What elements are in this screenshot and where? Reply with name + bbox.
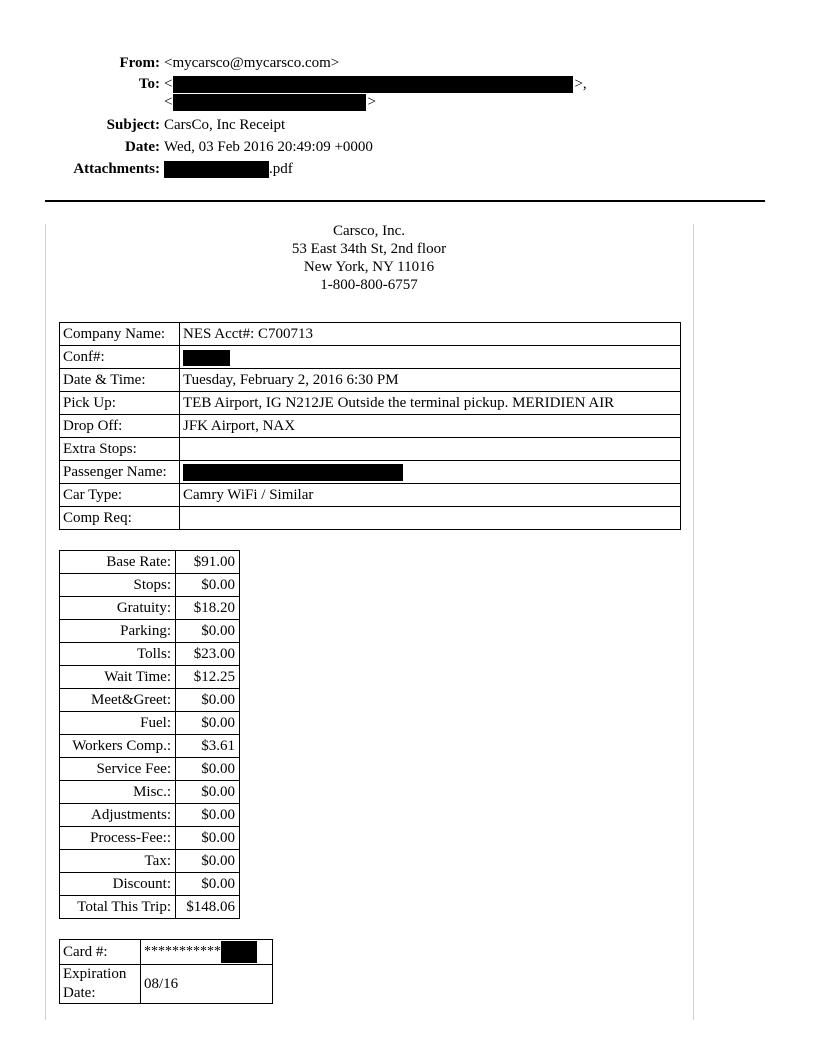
charge-label: Service Fee:	[60, 758, 176, 781]
trip-info-value: NES Acct#: C700713	[180, 323, 681, 346]
charge-label: Misc.:	[60, 781, 176, 804]
trip-info-value	[180, 507, 681, 530]
card-mask: ***********	[144, 944, 221, 960]
charge-label: Tax:	[60, 850, 176, 873]
charge-row	[60, 597, 240, 620]
trip-info-table	[59, 322, 681, 530]
charge-row	[60, 643, 240, 666]
card-number-label: Card #:	[60, 940, 141, 965]
trip-info-label: Car Type:	[60, 484, 180, 507]
charge-amount: $0.00	[176, 781, 240, 804]
trip-info-value: TEB Airport, IG N212JE Outside the terminal pickup. MERIDIEN AIR	[180, 392, 681, 415]
trip-info-value	[180, 346, 681, 369]
trip-info-row	[60, 438, 681, 461]
trip-info-label: Extra Stops:	[60, 438, 180, 461]
trip-info-row	[60, 507, 681, 530]
date-value: Wed, 03 Feb 2016 20:49:09 +0000	[164, 139, 373, 155]
trip-info-row	[60, 323, 681, 346]
charges-table	[59, 550, 240, 919]
redacted-attachment-name	[164, 161, 269, 178]
card-number-value	[141, 940, 273, 965]
charge-label: Base Rate:	[60, 551, 176, 574]
total-row	[60, 896, 240, 919]
expiration-row	[60, 965, 273, 1004]
company-address-line2: New York, NY 11016	[303, 259, 435, 275]
charge-amount: $23.00	[176, 643, 240, 666]
charge-row	[60, 735, 240, 758]
charge-label: Meet&Greet:	[60, 689, 176, 712]
to2-close-bracket: >	[367, 94, 376, 110]
expiration-label: Expiration Date:	[60, 965, 141, 1004]
attachments-label: Attachments:	[73, 161, 160, 177]
trip-info-value: Camry WiFi / Similar	[180, 484, 681, 507]
to-open-bracket: <	[164, 76, 173, 92]
charge-label: Workers Comp.:	[60, 735, 176, 758]
charge-amount: $3.61	[176, 735, 240, 758]
company-address-line1: 53 East 34th St, 2nd floor	[291, 241, 447, 257]
redacted-value	[183, 350, 230, 366]
trip-info-value: Tuesday, February 2, 2016 6:30 PM	[180, 369, 681, 392]
subject-value: CarsCo, Inc Receipt	[164, 117, 286, 133]
charge-amount: $0.00	[176, 758, 240, 781]
trip-info-label: Comp Req:	[60, 507, 180, 530]
trip-info-value: JFK Airport, NAX	[180, 415, 681, 438]
to-label: To:	[138, 76, 160, 92]
from-label: From:	[119, 55, 160, 71]
charge-row	[60, 666, 240, 689]
charge-label: Total This Trip:	[60, 896, 176, 919]
redacted-recipient-2	[173, 94, 366, 111]
to-close-bracket: >,	[574, 76, 587, 92]
charge-amount: $0.00	[176, 850, 240, 873]
charge-amount: $0.00	[176, 827, 240, 850]
company-phone: 1-800-800-6757	[320, 277, 418, 293]
expiration-value: 08/16	[141, 965, 273, 1004]
date-label: Date:	[125, 139, 160, 155]
trip-info-row	[60, 369, 681, 392]
company-block	[45, 222, 693, 294]
message-frame-right-border	[693, 224, 694, 1020]
charge-label: Tolls:	[60, 643, 176, 666]
charge-label: Parking:	[60, 620, 176, 643]
trip-info-row	[60, 484, 681, 507]
charge-label: Process-Fee::	[60, 827, 176, 850]
charge-row	[60, 620, 240, 643]
charge-amount: $0.00	[176, 712, 240, 735]
charge-label: Fuel:	[60, 712, 176, 735]
redacted-value	[183, 464, 403, 481]
trip-info-row	[60, 392, 681, 415]
charge-label: Stops:	[60, 574, 176, 597]
charge-amount: $18.20	[176, 597, 240, 620]
trip-info-value	[180, 438, 681, 461]
charge-row	[60, 758, 240, 781]
charge-row	[60, 850, 240, 873]
to-value-2[interactable]	[164, 92, 376, 113]
trip-info-label: Conf#:	[60, 346, 180, 369]
trip-info-label: Passenger Name:	[60, 461, 180, 484]
charge-row	[60, 827, 240, 850]
charge-amount: $0.00	[176, 804, 240, 827]
charge-label: Discount:	[60, 873, 176, 896]
attachment-extension: .pdf	[269, 161, 293, 177]
attachment-link[interactable]	[164, 159, 293, 180]
charge-amount: $0.00	[176, 689, 240, 712]
redacted-card-digits	[221, 941, 257, 963]
trip-info-label: Date & Time:	[60, 369, 180, 392]
charge-row	[60, 804, 240, 827]
trip-info-label: Drop Off:	[60, 415, 180, 438]
trip-info-label: Company Name:	[60, 323, 180, 346]
charge-label: Wait Time:	[60, 666, 176, 689]
charge-amount: $91.00	[176, 551, 240, 574]
charge-amount: $0.00	[176, 620, 240, 643]
company-name: Carsco, Inc.	[332, 223, 406, 239]
header-divider	[45, 200, 765, 202]
trip-info-row	[60, 346, 681, 369]
card-number-row	[60, 940, 273, 965]
trip-info-row	[60, 461, 681, 484]
payment-table	[59, 939, 273, 1004]
charge-amount: $0.00	[176, 873, 240, 896]
charge-row	[60, 873, 240, 896]
to2-open-bracket: <	[164, 94, 173, 110]
trip-info-row	[60, 415, 681, 438]
message-frame-left-border	[45, 224, 46, 1020]
trip-info-value	[180, 461, 681, 484]
trip-info-label: Pick Up:	[60, 392, 180, 415]
charge-row	[60, 712, 240, 735]
subject-label: Subject:	[106, 117, 160, 133]
redacted-recipient	[173, 76, 573, 93]
charge-amount: $12.25	[176, 666, 240, 689]
charge-row	[60, 551, 240, 574]
charge-label: Adjustments:	[60, 804, 176, 827]
charge-row	[60, 781, 240, 804]
charge-amount: $0.00	[176, 574, 240, 597]
charge-row	[60, 574, 240, 597]
from-value[interactable]: <mycarsco@mycarsco.com>	[164, 55, 340, 71]
charge-label: Gratuity:	[60, 597, 176, 620]
charge-row	[60, 689, 240, 712]
charge-amount: $148.06	[176, 896, 240, 919]
